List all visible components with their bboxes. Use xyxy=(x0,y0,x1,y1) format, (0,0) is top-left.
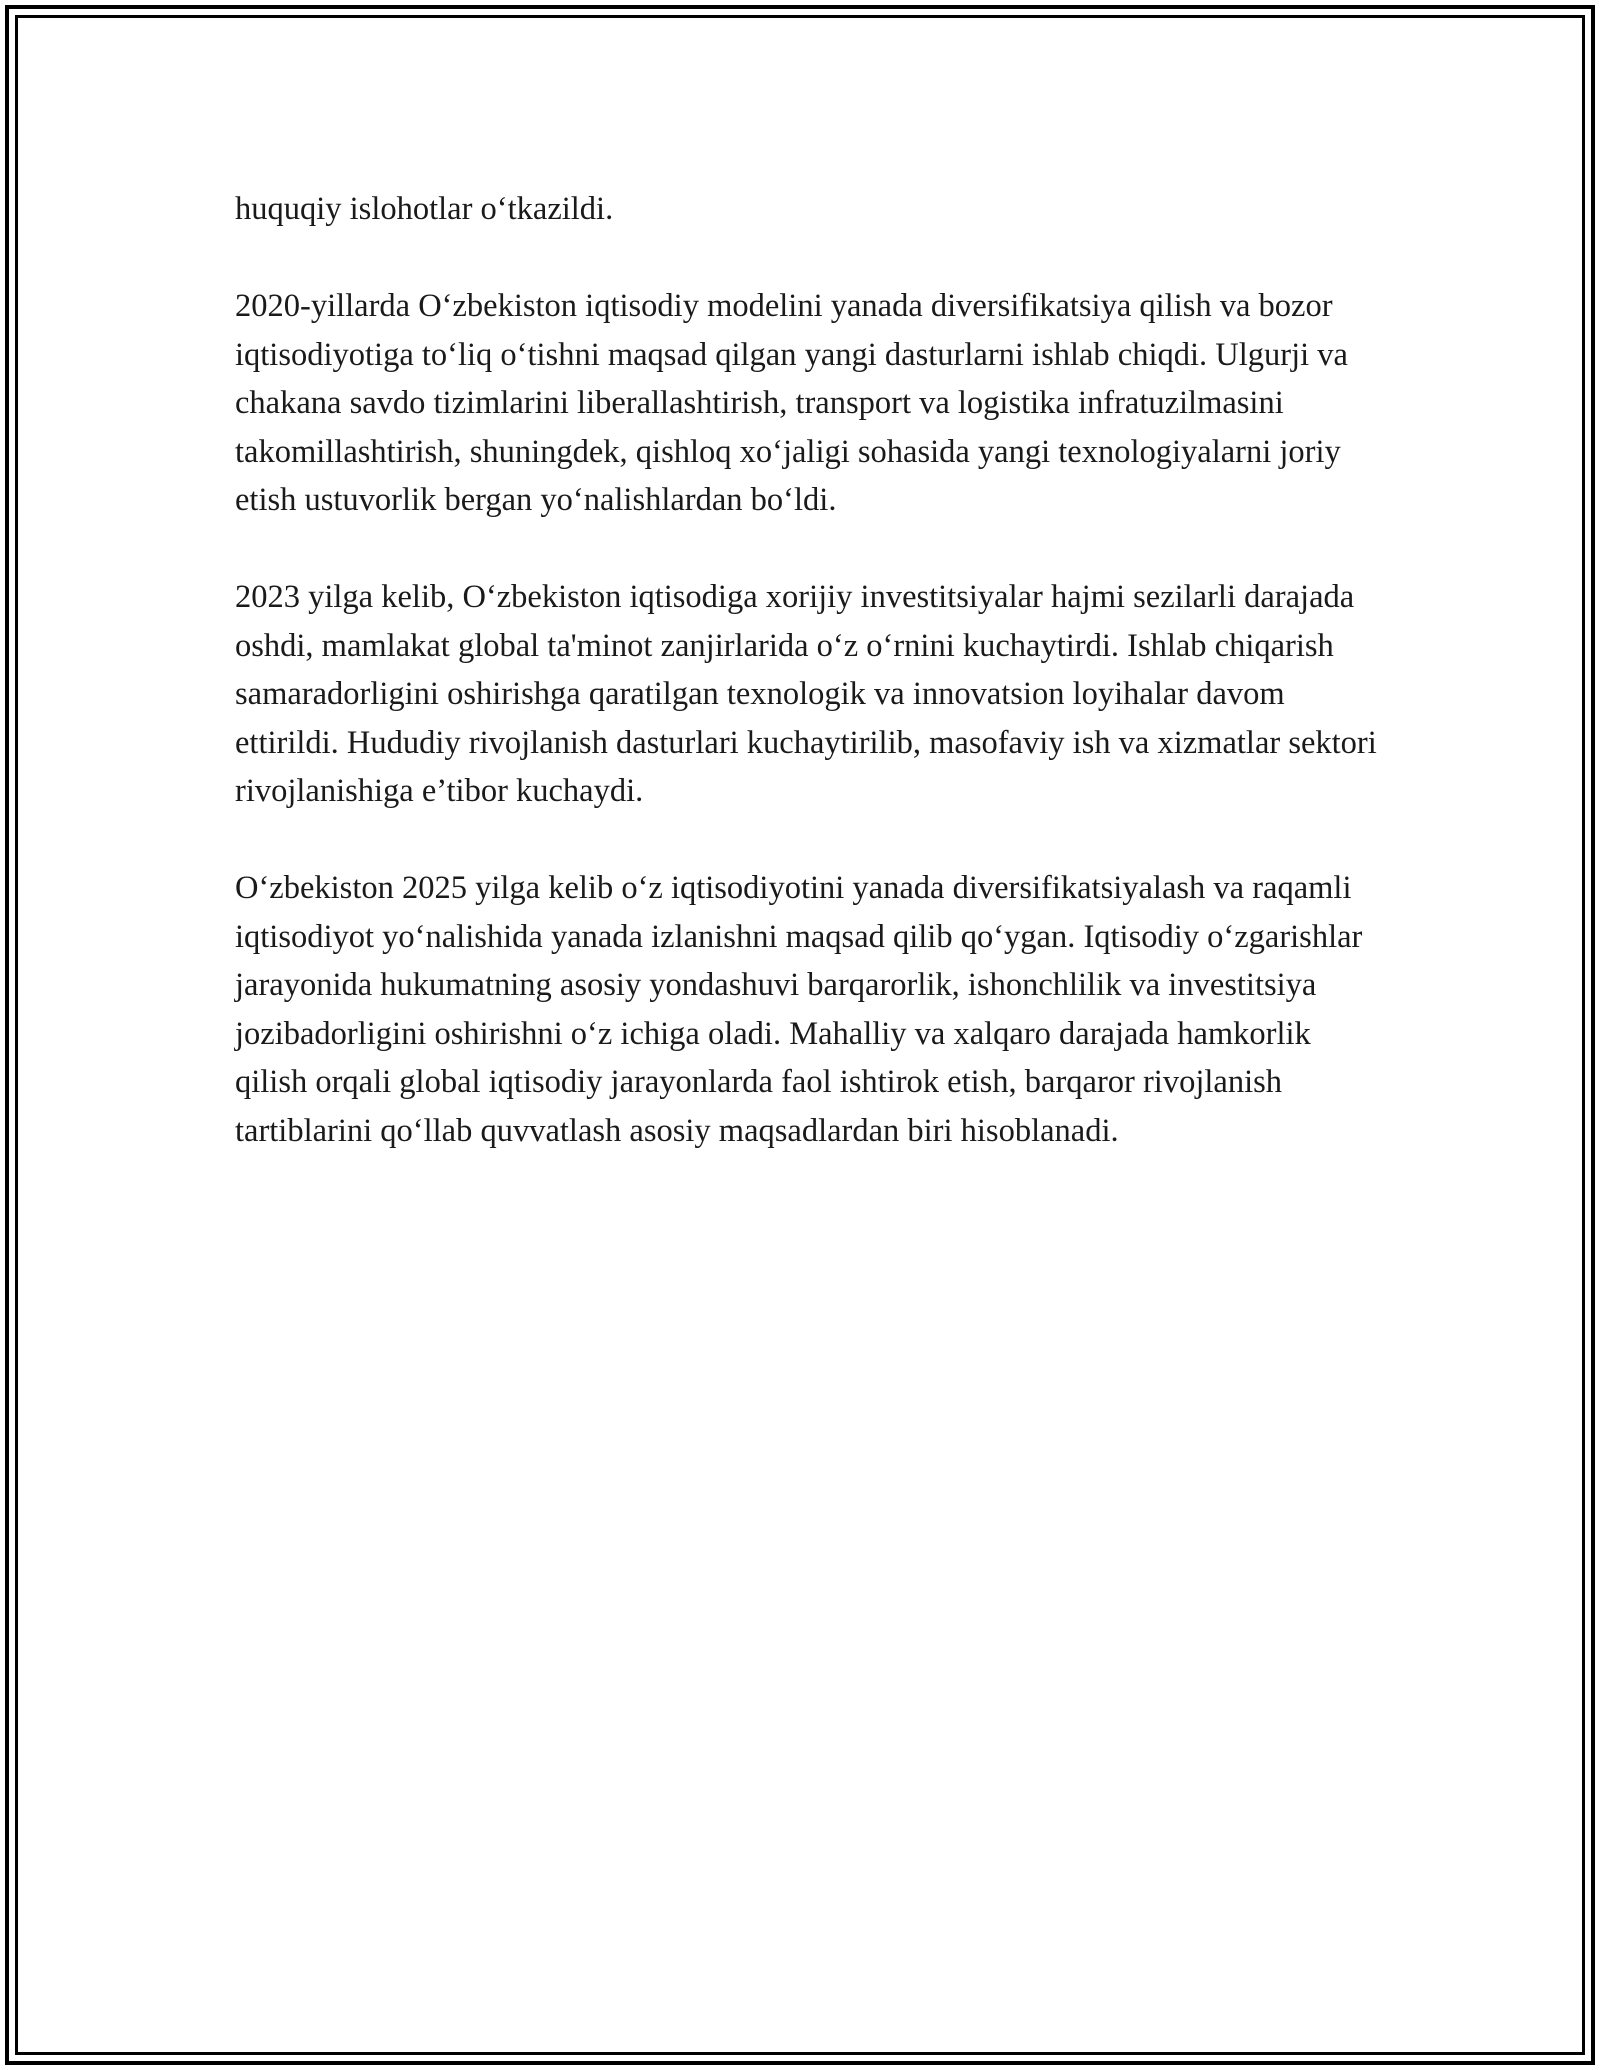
paragraph-2: 2020-yillarda O‘zbekiston iqtisodiy modelini yanada diversifikatsiya qilish va bozor iqtisodiyotiga to‘liq o‘tishni maqsad qilgan yangi dasturlarni ishlab chiqdi. Ulgurji va chakana savdo tizimlarini liberallashtirish, transport va logistika infratuzilmasini takomillashtirish, shuningdek, qishloq xo‘jaligi sohasida yangi texnologiyalarni joriy etish ustuvorlik bergan yo‘nalishlardan bo‘ldi. xyxy=(235,288,1348,518)
document-body xyxy=(235,185,1385,1204)
paragraph-4: O‘zbekiston 2025 yilga kelib o‘z iqtisodiyotini yanada diversifikatsiyalash va raqamli iqtisodiyot yo‘nalishida yanada izlanishni maqsad qilib qo‘ygan. Iqtisodiy o‘zgarishlar jarayonida hukumatning asosiy yondashuvi barqarorlik, ishonchlilik va investitsiya jozibadorligini oshirishni o‘z ichiga oladi. Mahalliy va xalqaro darajada hamkorlik qilish orqali global iqtisodiy jarayonlarda faol ishtirok etish, barqaror rivojlanish tartiblarini qo‘llab quvvatlash asosiy maqsadlardan biri hisoblanadi. xyxy=(235,870,1363,1149)
paragraph-3: 2023 yilga kelib, O‘zbekiston iqtisodiga xorijiy investitsiyalar hajmi sezilarli darajada oshdi, mamlakat global ta'minot zanjirlarida o‘z o‘rnini kuchaytirdi. Ishlab chiqarish samaradorligini oshirishga qaratilgan texnologik va innovatsion loyihalar davom ettirildi. Hududiy rivojlanish dasturlari kuchaytirilib, masofaviy ish va xizmatlar sektori rivojlanishiga e’tibor kuchaydi. xyxy=(235,579,1377,809)
paragraph-1: huquqiy islohotlar o‘tkazildi. xyxy=(235,191,614,227)
